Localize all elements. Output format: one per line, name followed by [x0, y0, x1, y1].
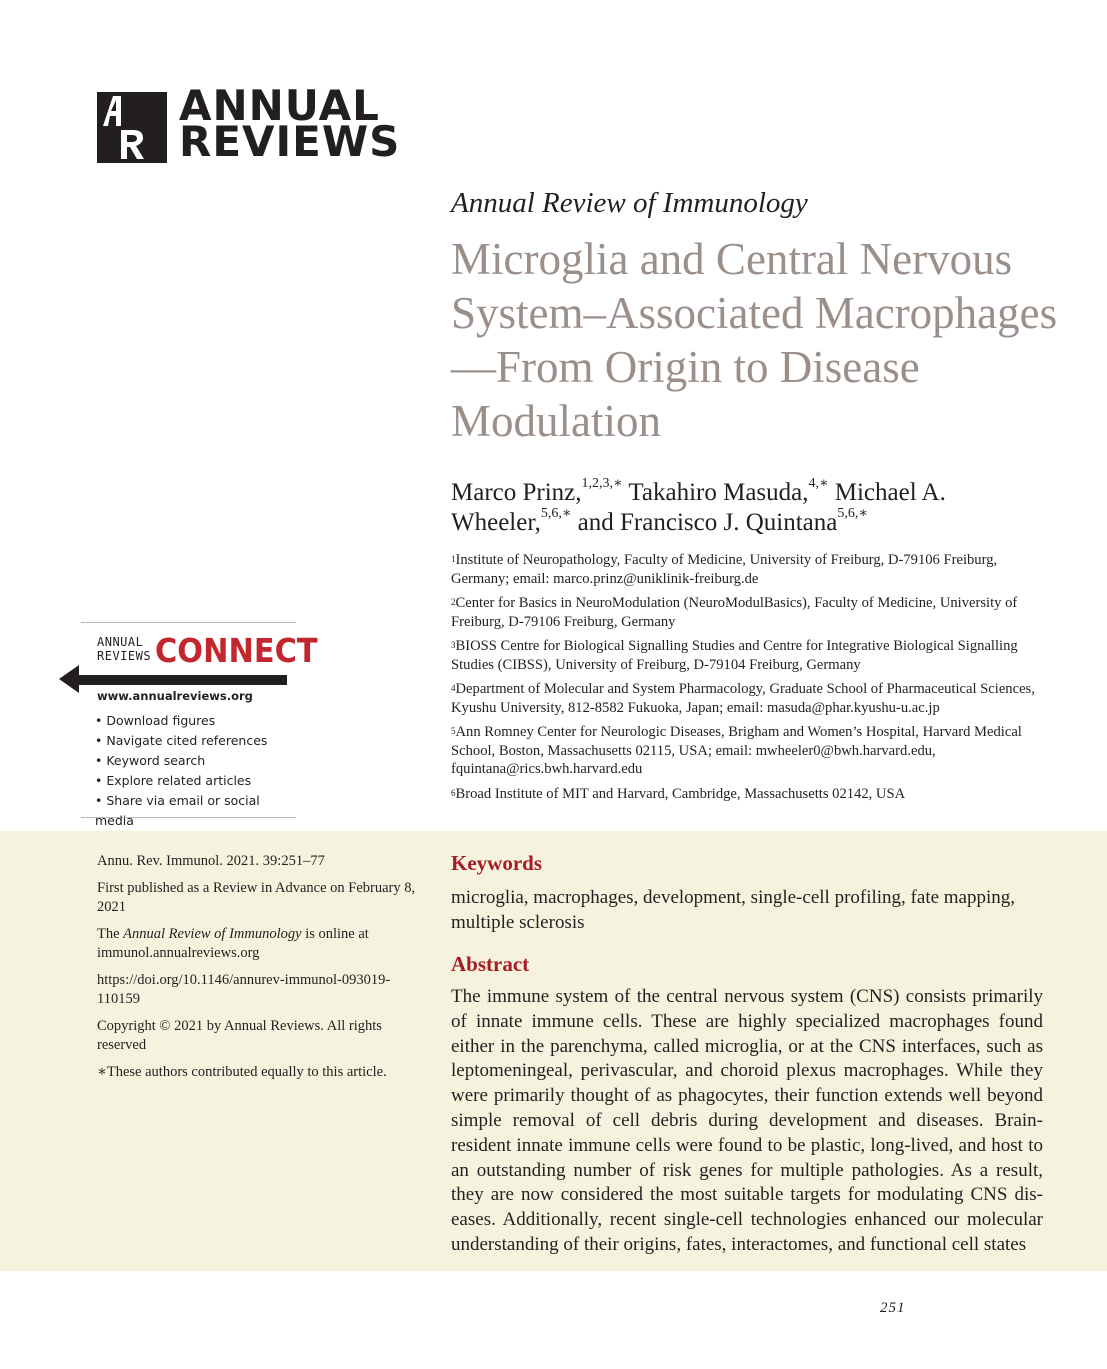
affiliation-number: 4 — [451, 683, 456, 693]
online-note — [97, 925, 422, 963]
affiliation-number: 5 — [451, 726, 456, 736]
equal-contribution-footnote: ∗These authors contributed equally to this article. — [97, 1064, 387, 1080]
affiliation-item — [451, 637, 1041, 674]
journal-name: Annual Review of Immunology — [451, 187, 808, 219]
affiliation-item — [451, 680, 1041, 717]
page-number: 251 — [880, 1300, 906, 1316]
connect-feature-item: • Navigate cited references — [95, 733, 268, 748]
citation: Annu. Rev. Immunol. 2021. 39:251–77 — [97, 853, 325, 869]
author-affil-sup: 5,6,∗ — [540, 506, 572, 521]
author-affil-sup: 4,∗ — [808, 476, 829, 491]
copyright: Copyright © 2021 by Annual Reviews. All rights reserved — [97, 1018, 382, 1053]
connect-feature-list — [95, 711, 296, 831]
connect-url-link[interactable]: www.annualreviews.org — [97, 689, 253, 703]
connect-small-label — [97, 635, 157, 663]
affiliation-text: BIOSS Centre for Biological Signalling Studies and Centre for Integrative Biological Signalling Studies (CIBSS), University of Freiburg, D-79104 Freiburg, Germany — [451, 638, 1018, 673]
online-note-post: is online at immunol.annualreviews.org — [97, 926, 369, 961]
author-name: Takahiro Masuda, — [622, 479, 809, 506]
affiliation-text: Center for Basics in NeuroModulation (NeuroModulBasics), Faculty of Medicine, University of Freiburg, D-79106 Freiburg, Germany — [451, 595, 1018, 630]
first-published: First published as a Review in Advance on February 8, 2021 — [97, 880, 416, 915]
affiliation-item — [451, 551, 1041, 588]
online-note-pre: The — [97, 926, 124, 942]
connect-feature-item: • Share via email or social media — [95, 793, 260, 828]
affiliations — [451, 551, 1041, 809]
author-name: Marco Prinz, — [451, 479, 582, 506]
connect-small-line2: REVIEWS — [97, 649, 152, 663]
connect-title: CONNECT — [155, 631, 318, 670]
connect-feature-item: • Keyword search — [95, 753, 206, 768]
affiliation-number: 2 — [451, 597, 456, 607]
article-metadata — [97, 852, 422, 1090]
affiliation-text: Institute of Neuropathology, Faculty of Medicine, University of Freiburg, D-79106 Freiburg, Germany; email: marco.prinz@uniklinik-freiburg.de — [451, 552, 998, 587]
affiliation-item — [451, 785, 1041, 804]
affiliation-item — [451, 594, 1041, 631]
logo-line1: ANNUAL — [179, 81, 380, 130]
author-name: and Francisco J. Quintana — [571, 509, 838, 536]
affiliation-text: Ann Romney Center for Neurologic Diseases, Brigham and Women’s Hospital, Harvard Medical School, Boston, Massachusetts 02115, USA; email: mwheeler0@bwh.harvard.edu, fquintana@rics.bwh.harvard.edu — [451, 724, 1022, 777]
connect-box — [81, 622, 318, 828]
author-affil-sup: 1,2,3,∗ — [581, 476, 623, 491]
connect-small-line1: ANNUAL — [97, 635, 144, 649]
ar-logo-mark-icon — [97, 92, 167, 163]
affiliation-text: Broad Institute of MIT and Harvard, Cambridge, Massachusetts 02142, USA — [455, 785, 906, 802]
keywords-text: microglia, macrophages, development, single-cell profiling, fate mapping, multiple sclerosis — [451, 887, 1016, 933]
connect-feature-item: • Explore related articles — [95, 773, 252, 788]
affiliation-number: 3 — [451, 640, 456, 650]
article-title: Microglia and Central Nervous System–Associated Macrophages—From Origin to Disease Modulation — [451, 234, 1058, 446]
keywords-heading: Keywords — [451, 851, 542, 875]
affiliation-item — [451, 723, 1041, 779]
annual-reviews-logo — [97, 81, 401, 166]
online-note-journal: Annual Review of Immunology — [123, 926, 302, 942]
connect-feature-item: • Download figures — [95, 713, 216, 728]
author-list — [451, 478, 1051, 538]
logo-line2: REVIEWS — [179, 117, 401, 166]
author-affil-sup: 5,6,∗ — [837, 506, 868, 521]
abstract-heading: Abstract — [451, 952, 530, 976]
affiliation-number: 6 — [451, 787, 456, 798]
author-name: Michael A. Wheeler, — [451, 479, 946, 536]
abstract-text: The immune system of the central nervous system (CNS) consists primarily of innate immune cells. These are highly specialized macrophages found either in the parenchyma, called microglia, or at the CNS interfaces, such as leptomeningeal, perivascular, and choroid plexus macrophages. While they were primarily thought of as phagocytes, their function extends well beyond simple removal of cell debris during development and diseases. Brain-resident innate immune cells were found to be plastic, long-lived, and host to an outstanding number of risk genes for multiple pathologies. As a result, they are now considered the most suitable targets for modulating CNS diseases. Additionally, recent single-cell technologies enhanced our molecular understanding of their origins, fates, interactomes, and functional cell states — [451, 986, 1043, 1255]
logo-wordmark — [179, 81, 401, 166]
affiliation-number: 1 — [451, 554, 456, 564]
affiliation-text: Department of Molecular and System Pharmacology, Graduate School of Pharmaceutical Sciences, Kyushu University, 812-8582 Fukuoka, Japan; email: masuda@phar.kyushu-u.ac.jp — [451, 681, 1035, 716]
doi-link[interactable]: https://doi.org/10.1146/annurev-immunol-093019-110159 — [97, 972, 391, 1007]
